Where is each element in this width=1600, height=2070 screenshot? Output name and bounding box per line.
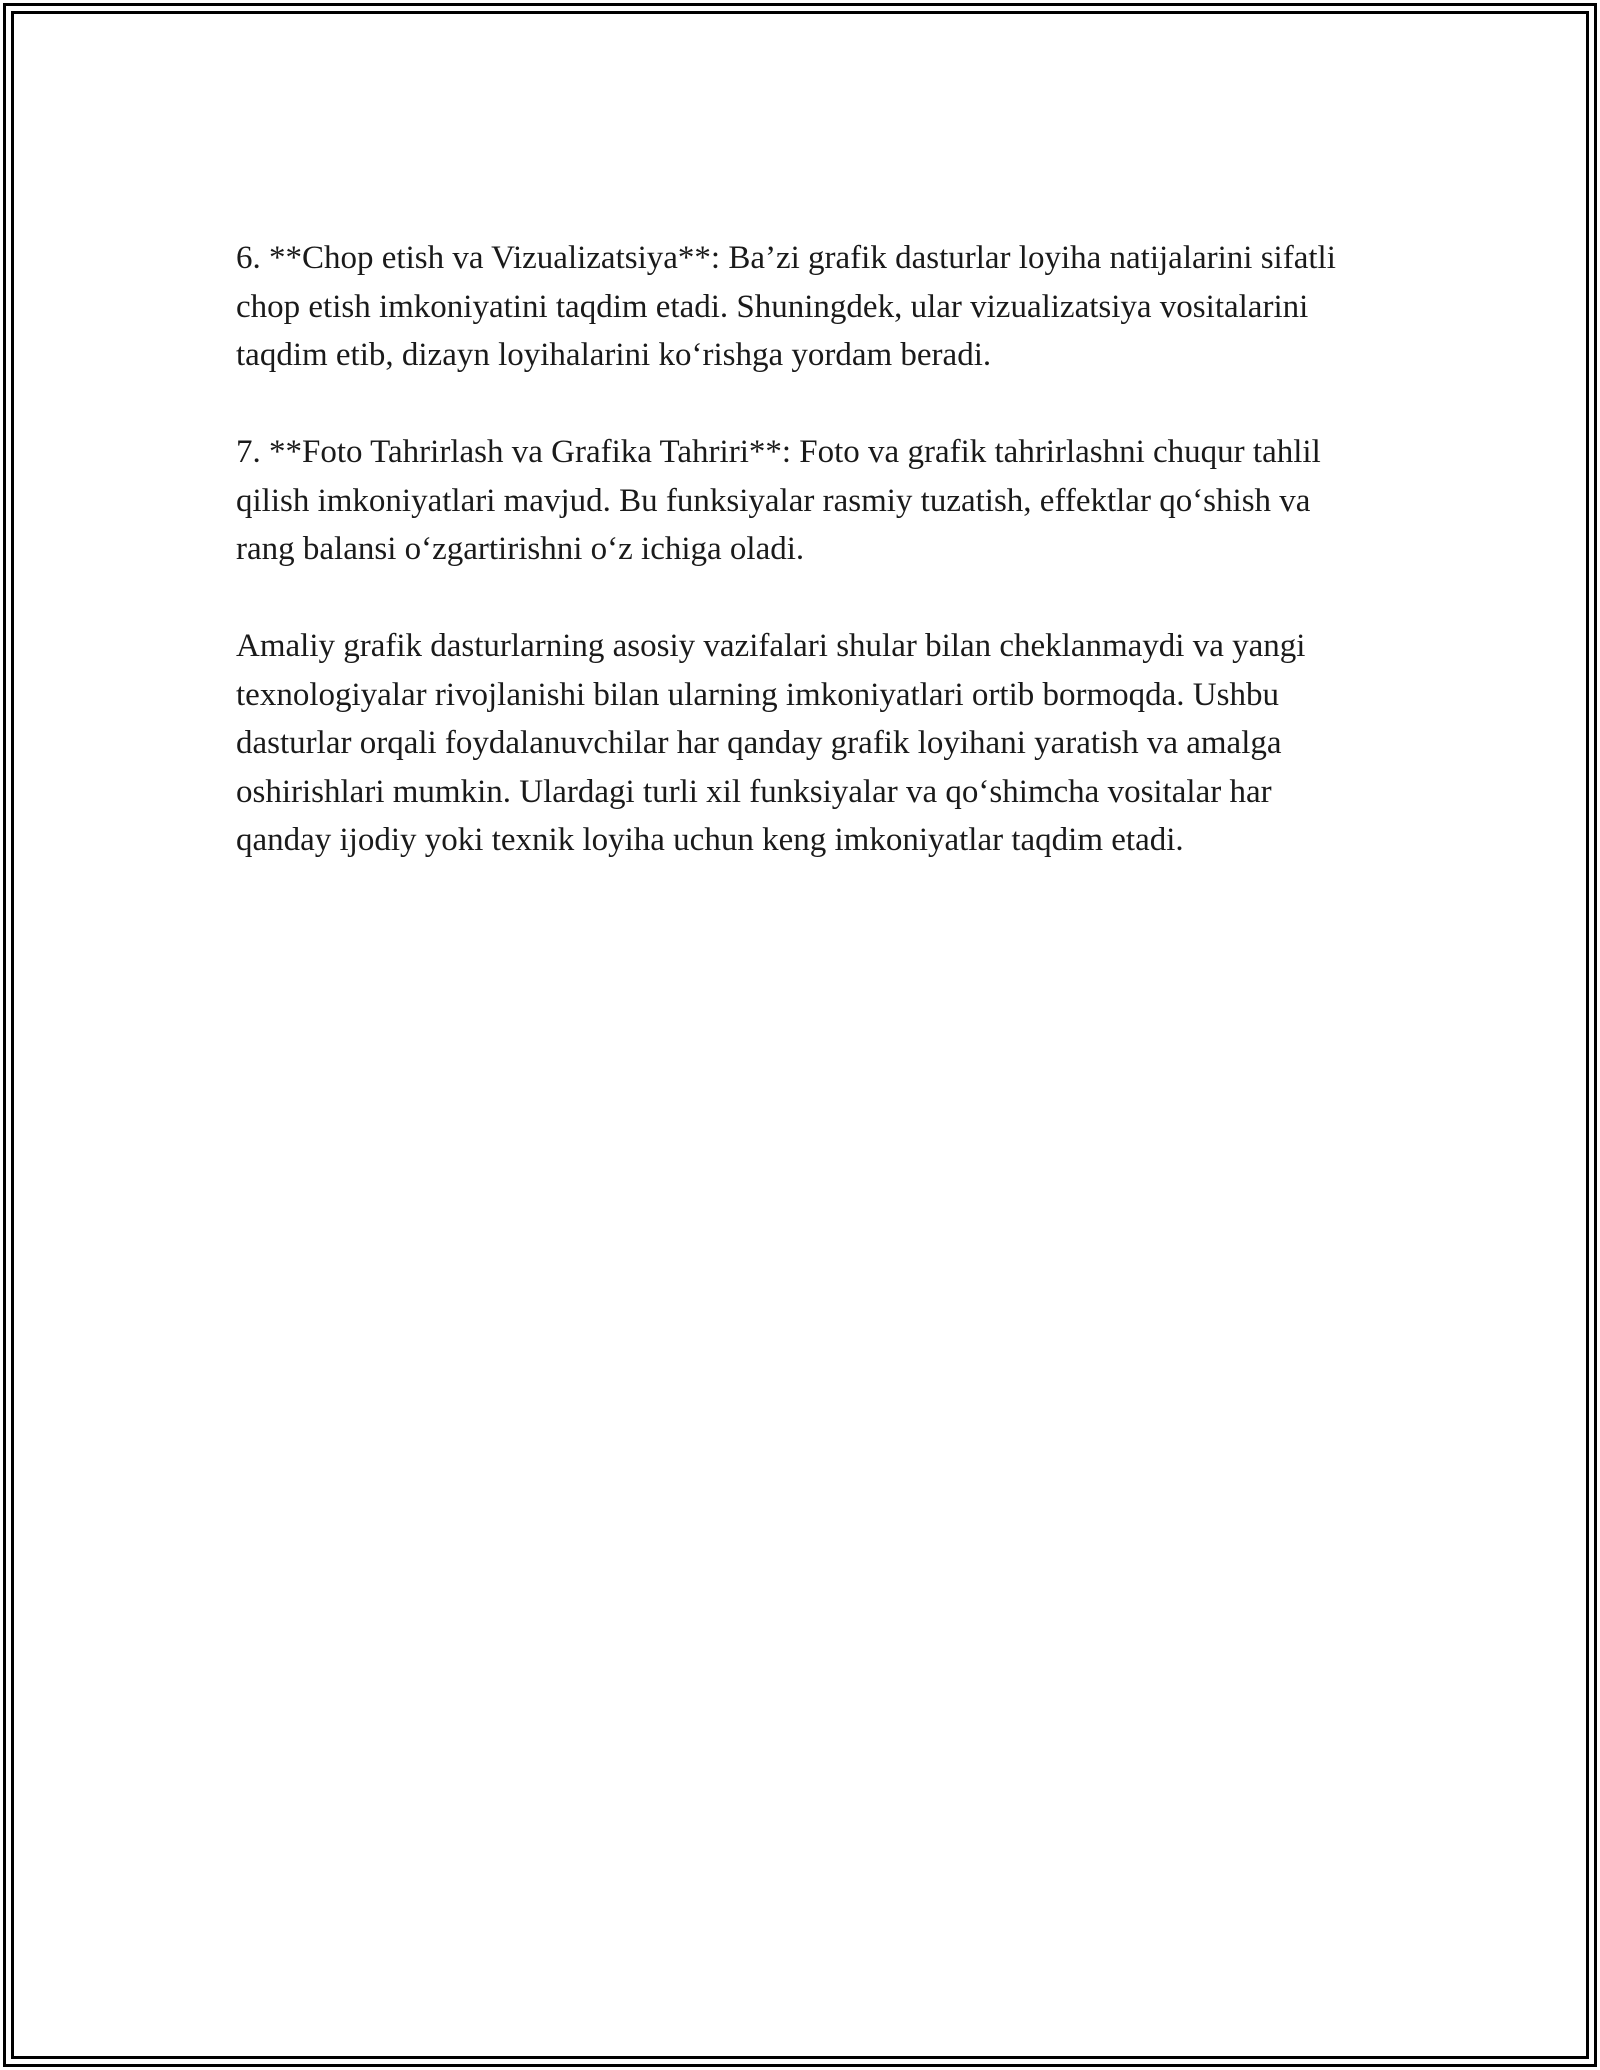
document-body [236, 234, 1366, 913]
paragraph-conclusion: Amaliy grafik dasturlarning asosiy vazifalari shular bilan cheklanmaydi va yangi texnologiyalar rivojlanishi bilan ularning imkoniyatlari ortib bormoqda. Ushbu dasturlar orqali foydalanuvchilar har qanday grafik loyihani yaratish va amalga oshirishlari mumkin. Ulardagi turli xil funksiyalar va qoʻshimcha vositalar har qanday ijodiy yoki texnik loyiha uchun keng imkoniyatlar taqdim etadi. [236, 628, 1306, 858]
paragraph-item-6: 6. **Chop etish va Vizualizatsiya**: Ba’zi grafik dasturlar loyiha natijalarini sifatli chop etish imkoniyatini taqdim etadi. Shuningdek, ular vizualizatsiya vositalarini taqdim etib, dizayn loyihalarini koʻrishga yordam beradi. [236, 240, 1336, 373]
paragraph-item-7: 7. **Foto Tahrirlash va Grafika Tahriri**: Foto va grafik tahrirlashni chuqur tahlil qilish imkoniyatlari mavjud. Bu funksiyalar rasmiy tuzatish, effektlar qoʻshish va rang balansi oʻzgartirishni oʻz ichiga oladi. [236, 434, 1321, 567]
